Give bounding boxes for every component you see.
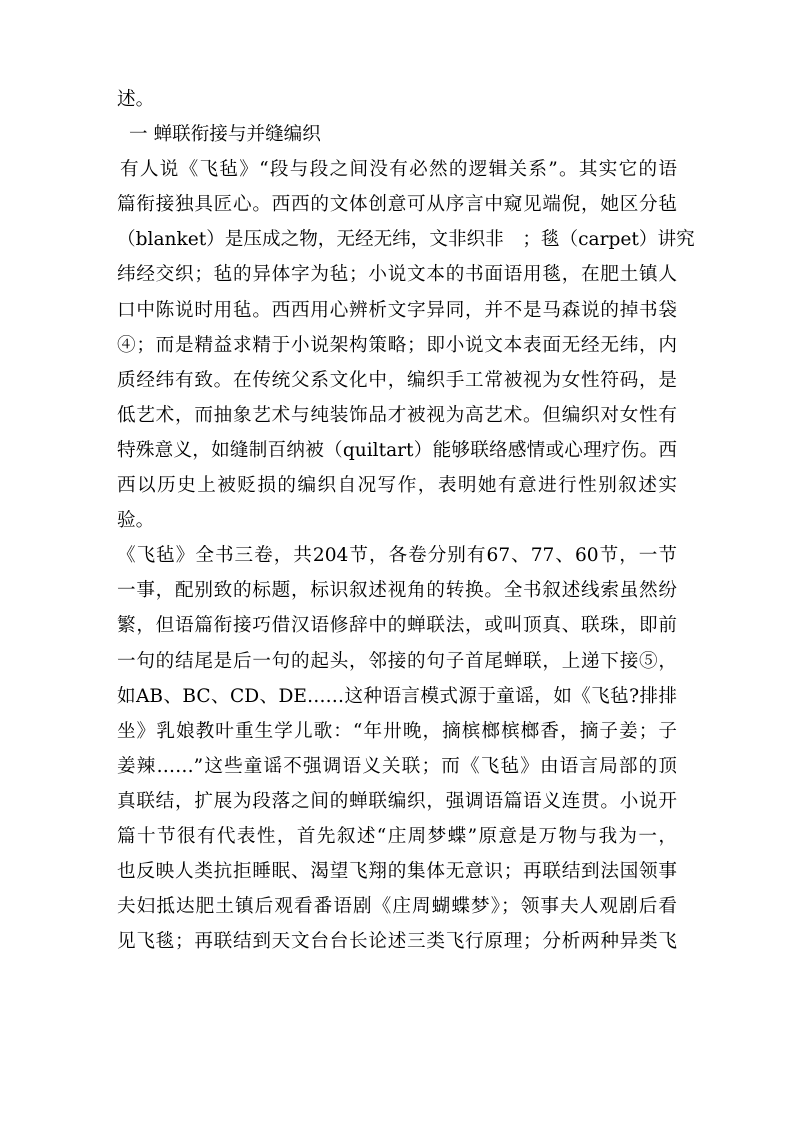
text-line: 篇十节很有代表性，首先叙述“庄周梦蝶”原意是万物与我为一， <box>117 825 677 847</box>
document-page <box>117 82 695 959</box>
text-line: 口中陈说时用毡。西西用心辨析文字异同，并不是马森说的掉书袋 <box>117 299 677 321</box>
text-line: 述。 <box>117 89 155 110</box>
text-line: 有人说《飞毡》“段与段之间没有必然的逻辑关系”。其实它的语 <box>120 159 677 181</box>
text-line: 纬经交织；毡的异体字为毡；小说文本的书面语用毯，在肥土镇人 <box>117 264 677 286</box>
text-line: 真联结，扩展为段落之间的蝉联编织，强调语篇语义连贯。小说开 <box>117 790 677 812</box>
text-line: 篇衔接独具匠心。西西的文体创意可从序言中窥见端倪，她区分毡 <box>117 194 677 216</box>
text-line: 《飞毡》全书三卷，共204节，各卷分别有67、77、60节，一节 <box>117 545 677 567</box>
text-line: 见飞毯；再联结到天文台台长论述三类飞行原理；分析两种异类飞 <box>117 931 677 953</box>
text-line: 如AB、BC、CD、DE……这种语言模式源于童谣，如《飞毡?排排 <box>117 685 677 707</box>
text-line: 也反映人类抗拒睡眠、渴望飞翔的集体无意识；再联结到法国领事 <box>117 861 677 883</box>
text-line: 低艺术，而抽象艺术与纯装饰品才被视为高艺术。但编织对女性有 <box>117 404 677 426</box>
text-line: 一事，配别致的标题，标识叙述视角的转换。全书叙述线索虽然纷 <box>117 580 677 602</box>
text-line: 验。 <box>117 510 155 532</box>
text-line: 西以历史上被贬损的编织自况写作，表明她有意进行性别叙述实 <box>117 475 677 497</box>
text-line: （blanket）是压成之物，无经无纬，文非织非 ；毯（carpet）讲究 <box>117 229 695 251</box>
text-line: 姜辣……”这些童谣不强调语义关联；而《飞毡》由语言局部的顶 <box>117 755 677 777</box>
section-heading: 一 蝉联衔接与并缝编织 <box>129 124 321 146</box>
text-line: ④；而是精益求精于小说架构策略；即小说文本表面无经无纬，内 <box>117 334 677 356</box>
text-line: 特殊意义，如缝制百纳被（quiltart）能够联络感情或心理疗伤。西 <box>117 439 677 461</box>
text-line: 夫妇抵达肥土镇后观看番语剧《庄周蝴蝶梦》；领事夫人观剧后看 <box>117 896 677 918</box>
text-line: 坐》乳娘教叶重生学儿歌：“年卅晚，摘槟榔槟榔香，摘子姜；子 <box>117 720 677 742</box>
text-line: 质经纬有致。在传统父系文化中，编织手工常被视为女性符码，是 <box>117 369 677 391</box>
text-line: 繁，但语篇衔接巧借汉语修辞中的蝉联法，或叫顶真、联珠，即前 <box>117 615 677 637</box>
text-line: 一句的结尾是后一句的起头，邻接的句子首尾蝉联，上递下接⑤， <box>117 650 677 672</box>
